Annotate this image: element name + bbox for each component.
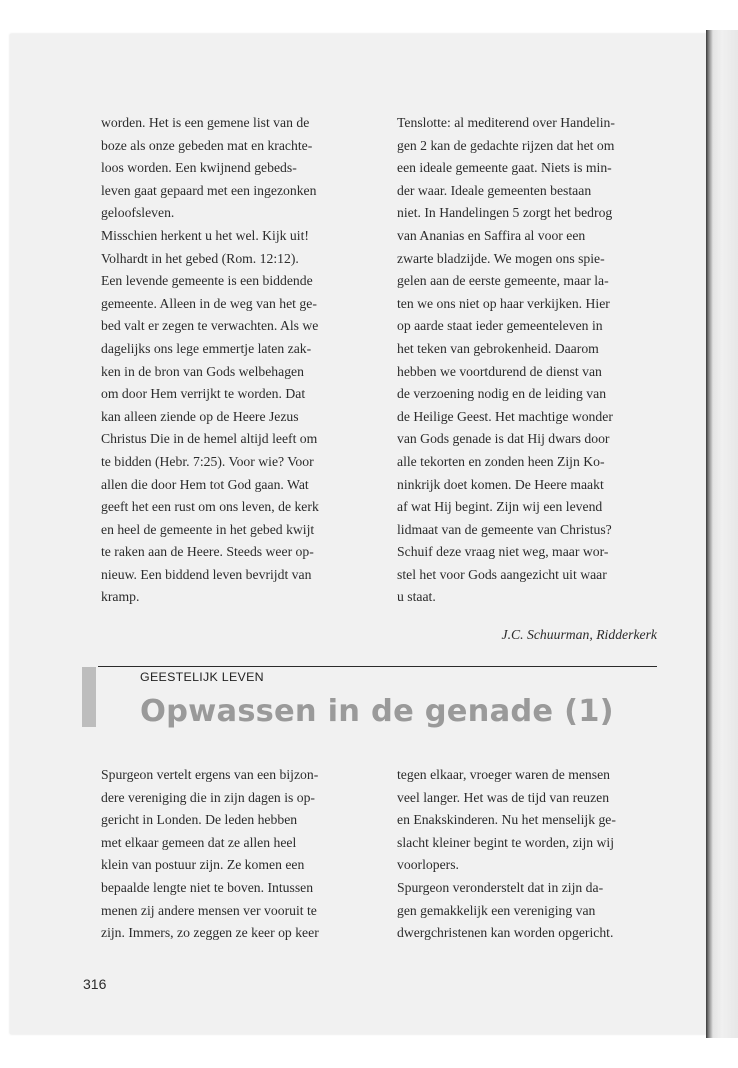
text-line: ten we ons niet op haar verkijken. Hier bbox=[397, 295, 610, 311]
text-line: gericht in Londen. De leden hebben bbox=[101, 812, 298, 828]
text-line: loos worden. Een kwijnend gebeds- bbox=[101, 160, 297, 176]
text-line: bepaalde lengte niet te boven. Intussen bbox=[101, 879, 314, 895]
text-line: zijn. Immers, zo zeggen ze keer op keer bbox=[101, 925, 319, 941]
text-line: menen zij andere mensen ver vooruit te bbox=[101, 902, 317, 918]
article-column-2 bbox=[397, 112, 672, 609]
text-line: het teken van gebrokenheid. Daarom bbox=[397, 340, 599, 356]
text-line: van Ananias en Saffira al voor een bbox=[397, 227, 586, 243]
text-line: tegen elkaar, vroeger waren de mensen bbox=[397, 767, 611, 782]
text-line: dwergchristenen kan worden opgericht. bbox=[397, 925, 614, 941]
text-line: de Heilige Geest. Het machtige wonder bbox=[397, 408, 613, 424]
text-line: klein van postuur zijn. Ze komen een bbox=[101, 857, 305, 873]
text-line: kan alleen ziende op de Heere Jezus bbox=[101, 408, 299, 424]
text-line: Een levende gemeente is een biddende bbox=[101, 273, 313, 289]
text-line: nieuw. Een biddend leven bevrijdt van bbox=[101, 566, 312, 582]
text-line: gen gemakkelijk een vereniging van bbox=[397, 902, 596, 918]
text-line: voorlopers. bbox=[397, 857, 459, 873]
article-title: Opwassen in de genade (1) bbox=[140, 694, 614, 729]
text-line: u staat. bbox=[397, 589, 436, 605]
text-line: en heel de gemeente in het gebed kwijt bbox=[101, 521, 315, 537]
text-line: geloofsleven. bbox=[101, 205, 175, 221]
text-line: boze als onze gebeden mat en krachte- bbox=[101, 137, 313, 153]
text-line: Christus Die in de hemel altijd leeft om bbox=[101, 431, 318, 447]
text-line: Spurgeon vertelt ergens van een bijzon- bbox=[101, 767, 319, 782]
text-line: een ideale gemeente gaat. Niets is min- bbox=[397, 160, 612, 176]
book-spine bbox=[706, 30, 738, 1038]
article-column-1 bbox=[101, 112, 376, 609]
section-kicker: GEESTELIJK LEVEN bbox=[140, 670, 264, 684]
text-line: te raken aan de Heere. Steeds weer op- bbox=[101, 544, 314, 560]
text-line: bed valt er zegen te verwachten. Als we bbox=[101, 318, 319, 334]
text-line: gelen aan de eerste gemeente, maar la- bbox=[397, 273, 609, 289]
text-line: en Enakskinderen. Nu het menselijk ge- bbox=[397, 812, 616, 828]
text-line: met elkaar gemeen dat ze allen heel bbox=[101, 834, 297, 850]
text-line: alle tekorten en zonden heen Zijn Ko- bbox=[397, 453, 605, 469]
text-line: leven gaat gepaard met een ingezonken bbox=[101, 182, 317, 198]
text-line: gemeente. Alleen in de weg van het ge- bbox=[101, 295, 317, 311]
text-line: der waar. Ideale gemeenten bestaan bbox=[397, 182, 592, 198]
text-line: allen die door Hem tot God gaan. Wat bbox=[101, 476, 309, 492]
text-line: kramp. bbox=[101, 589, 140, 605]
text-line: gen 2 kan de gedachte rijzen dat het om bbox=[397, 137, 615, 153]
text-line: om door Hem verrijkt te worden. Dat bbox=[101, 386, 306, 402]
text-line: niet. In Handelingen 5 zorgt het bedrog bbox=[397, 205, 613, 221]
page-number: 316 bbox=[83, 976, 107, 992]
text-line: geeft het een rust om ons leven, de kerk bbox=[101, 499, 319, 515]
text-line: de verzoening nodig en de leiding van bbox=[397, 386, 607, 402]
author-signature: J.C. Schuurman, Ridderkerk bbox=[501, 627, 657, 642]
text-line: ninkrijk doet komen. De Heere maakt bbox=[397, 476, 604, 492]
text-line: af wat Hij begint. Zijn wij een levend bbox=[397, 499, 603, 515]
text-line: dere vereniging die in zijn dagen is op- bbox=[101, 789, 315, 805]
text-line: dagelijks ons lege emmertje laten zak- bbox=[101, 340, 312, 356]
text-line: Tenslotte: al mediterend over Handelin- bbox=[397, 115, 615, 130]
text-line: van Gods genade is dat Hij dwars door bbox=[397, 431, 610, 447]
text-line: Volhardt in het gebed (Rom. 12:12). bbox=[101, 250, 299, 266]
article-column-4 bbox=[397, 764, 672, 945]
article-column-3 bbox=[101, 764, 376, 945]
text-line: Schuif deze vraag niet weg, maar wor- bbox=[397, 544, 609, 560]
text-line: slacht kleiner begint te worden, zijn wij bbox=[397, 834, 615, 850]
text-line: worden. Het is een gemene list van de bbox=[101, 115, 310, 130]
text-line: ken in de bron van Gods welbehagen bbox=[101, 363, 304, 379]
text-line: op aarde staat ieder gemeenteleven in bbox=[397, 318, 603, 334]
text-line: hebben we voortdurend de dienst van bbox=[397, 363, 602, 379]
text-line: lidmaat van de gemeente van Christus? bbox=[397, 521, 612, 537]
section-divider bbox=[98, 666, 657, 667]
text-line: zwarte bladzijde. We mogen ons spie- bbox=[397, 250, 605, 266]
text-line: Misschien herkent u het wel. Kijk uit! bbox=[101, 227, 309, 243]
text-line: stel het voor Gods aangezicht uit waar bbox=[397, 566, 607, 582]
text-line: Spurgeon veronderstelt dat in zijn da- bbox=[397, 879, 604, 895]
text-line: veel langer. Het was de tijd van reuzen bbox=[397, 789, 610, 805]
section-accent-bar bbox=[82, 667, 96, 727]
text-line: te bidden (Hebr. 7:25). Voor wie? Voor bbox=[101, 453, 314, 469]
